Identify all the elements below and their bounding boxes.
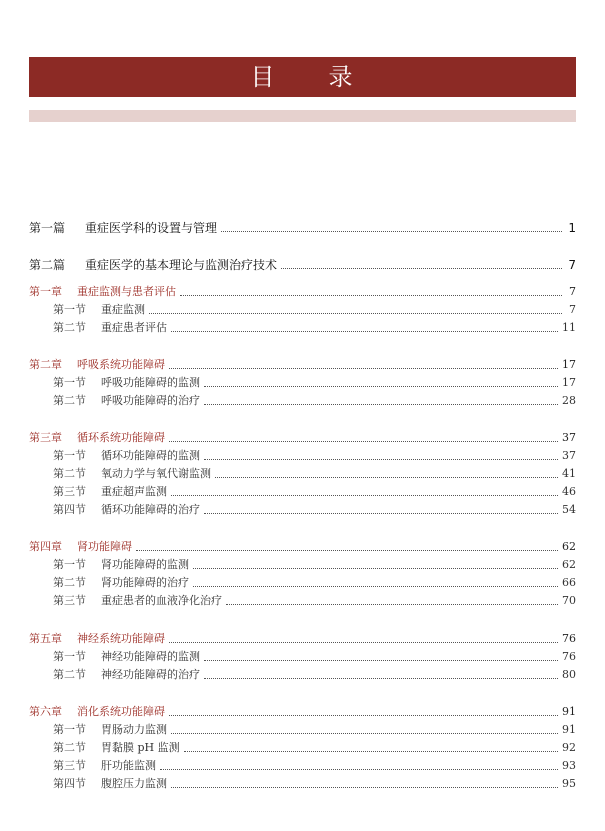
- toc-page-number: 62: [562, 540, 576, 553]
- dot-leader: [204, 386, 558, 387]
- toc-entry-number: 第五章: [29, 632, 62, 645]
- toc-chapter-entry[interactable]: [29, 357, 576, 373]
- toc-section-entry[interactable]: [29, 649, 576, 665]
- toc-entry-number: 第二节: [53, 668, 86, 681]
- dot-leader: [281, 268, 562, 269]
- dot-leader: [169, 441, 558, 442]
- toc-chapter-entry[interactable]: [29, 631, 576, 647]
- toc-page-number: 66: [562, 576, 576, 589]
- toc-entry-title: 循环功能障碍的监测: [101, 449, 200, 462]
- toc-entry-title: 重症监测: [101, 303, 145, 316]
- toc-entry-label: [53, 375, 200, 391]
- toc-page-number: 46: [562, 485, 576, 498]
- toc-page-number: 17: [562, 358, 576, 371]
- toc-section-entry[interactable]: [29, 320, 576, 336]
- toc-page-number: 41: [562, 467, 576, 480]
- toc-entry-title: 肾功能障碍的监测: [101, 558, 189, 571]
- toc-entry-number: 第二章: [29, 358, 62, 371]
- toc-entry-label: [29, 704, 165, 720]
- toc-entry-label: [29, 257, 277, 273]
- toc-entry-label: [29, 539, 132, 555]
- toc-page-number: 37: [562, 431, 576, 444]
- dot-leader: [169, 642, 558, 643]
- toc-page-number: 76: [562, 650, 576, 663]
- toc-entry-label: [53, 448, 200, 464]
- dot-leader: [204, 660, 558, 661]
- toc-entry-title: 胃黏膜 pH 监测: [101, 741, 180, 754]
- dot-leader: [136, 550, 558, 551]
- toc-entry-number: 第一节: [53, 449, 86, 462]
- toc-entry-title: 重症患者的血液净化治疗: [101, 594, 222, 607]
- toc-entry-title: 神经系统功能障碍: [77, 632, 165, 645]
- toc-section-entry[interactable]: [29, 557, 576, 573]
- toc-entry-number: 第三节: [53, 594, 86, 607]
- toc-page-number: 93: [562, 759, 576, 772]
- toc-entry-title: 重症超声监测: [101, 485, 167, 498]
- toc-section-entry[interactable]: [29, 375, 576, 391]
- dot-leader: [169, 368, 558, 369]
- toc-entry-title: 重症医学的基本理论与监测治疗技术: [85, 258, 278, 272]
- toc-entry-label: [53, 320, 167, 336]
- toc-entry-number: 第三节: [53, 759, 86, 772]
- toc-chapter-entry[interactable]: [29, 430, 576, 446]
- toc-entry-label: [29, 284, 176, 300]
- toc-section-entry[interactable]: [29, 502, 576, 518]
- toc-entry-number: 第二节: [53, 394, 86, 407]
- toc-entry-number: 第一节: [53, 303, 86, 316]
- toc-part-entry[interactable]: [29, 257, 576, 273]
- dot-leader: [226, 604, 558, 605]
- toc-entry-title: 肾功能障碍的治疗: [101, 576, 189, 589]
- toc-entry-label: [53, 740, 180, 756]
- toc-entry-number: 第四节: [53, 777, 86, 790]
- toc-entry-label: [53, 758, 156, 774]
- toc-section-entry[interactable]: [29, 302, 576, 318]
- toc-entry-label: [29, 631, 165, 647]
- dot-leader: [149, 313, 562, 314]
- dot-leader: [193, 568, 558, 569]
- toc-page-number: 54: [562, 503, 576, 516]
- toc-chapter-entry[interactable]: [29, 284, 576, 300]
- dot-leader: [204, 678, 558, 679]
- toc-entry-number: 第六章: [29, 705, 62, 718]
- dot-leader: [169, 715, 558, 716]
- toc-entry-title: 氧动力学与氧代谢监测: [101, 467, 211, 480]
- toc-section-entry[interactable]: [29, 484, 576, 500]
- toc-entry-label: [29, 357, 165, 373]
- toc-entry-number: 第一节: [53, 650, 86, 663]
- toc-entry-label: [29, 220, 217, 236]
- dot-leader: [171, 331, 558, 332]
- toc-section-entry[interactable]: [29, 722, 576, 738]
- toc-entry-number: 第一节: [53, 376, 86, 389]
- toc-page-number: 95: [562, 777, 576, 790]
- toc-entry-number: 第二节: [53, 576, 86, 589]
- toc-page-number: 17: [562, 376, 576, 389]
- toc-page-number: 37: [562, 449, 576, 462]
- toc-entry-title: 呼吸系统功能障碍: [77, 358, 165, 371]
- toc-entry-label: [53, 557, 189, 573]
- toc-entry-title: 重症医学科的设置与管理: [85, 221, 218, 235]
- toc-entry-number: 第一篇: [29, 221, 66, 235]
- toc-chapter-entry[interactable]: [29, 539, 576, 555]
- toc-entry-label: [53, 502, 200, 518]
- toc-title-bar: [29, 57, 576, 97]
- toc-entry-number: 第二节: [53, 467, 86, 480]
- toc-page-number: 92: [562, 741, 576, 754]
- toc-section-entry[interactable]: [29, 740, 576, 756]
- toc-page-number: 11: [562, 321, 576, 334]
- toc-entry-title: 重症监测与患者评估: [77, 285, 176, 298]
- toc-entry-number: 第二节: [53, 321, 86, 334]
- toc-section-entry[interactable]: [29, 758, 576, 774]
- dot-leader: [160, 769, 558, 770]
- dot-leader: [184, 751, 558, 752]
- toc-page-number: 91: [562, 723, 576, 736]
- toc-entry-title: 消化系统功能障碍: [77, 705, 165, 718]
- toc-entry-title: 胃肠动力监测: [101, 723, 167, 736]
- toc-page-number: 91: [562, 705, 576, 718]
- toc-entry-title: 肝功能监测: [101, 759, 156, 772]
- toc-entry-number: 第三章: [29, 431, 62, 444]
- dot-leader: [215, 477, 558, 478]
- toc-entry-title: 神经功能障碍的监测: [101, 650, 200, 663]
- toc-section-entry[interactable]: [29, 393, 576, 409]
- toc-page-number: 80: [562, 668, 576, 681]
- toc-page-number: 7: [569, 285, 576, 298]
- dot-leader: [193, 586, 558, 587]
- toc-page-number: 70: [562, 594, 576, 607]
- toc-entry-number: 第二篇: [29, 258, 66, 272]
- toc-entry-label: [53, 466, 211, 482]
- toc-entry-label: [53, 302, 145, 318]
- toc-page-number: 1: [568, 221, 576, 235]
- dot-leader: [171, 495, 558, 496]
- toc-page-number: 7: [568, 258, 576, 272]
- toc-entry-number: 第四节: [53, 503, 86, 516]
- toc-entry-title: 重症患者评估: [101, 321, 167, 334]
- toc-page-number: 7: [569, 303, 576, 316]
- dot-leader: [171, 733, 558, 734]
- dot-leader: [171, 787, 558, 788]
- toc-entry-label: [53, 667, 200, 683]
- toc-page-number: 62: [562, 558, 576, 571]
- toc-entry-label: [53, 776, 167, 792]
- toc-entry-label: [29, 430, 165, 446]
- toc-entry-label: [53, 484, 167, 500]
- dot-leader: [180, 295, 562, 296]
- toc-chapter-entry[interactable]: [29, 704, 576, 720]
- toc-entry-number: 第三节: [53, 485, 86, 498]
- toc-entry-title: 腹腔压力监测: [101, 777, 167, 790]
- toc-entry-title: 肾功能障碍: [77, 540, 132, 553]
- toc-entry-label: [53, 393, 200, 409]
- toc-entry-title: 循环系统功能障碍: [77, 431, 165, 444]
- toc-entry-label: [53, 575, 189, 591]
- toc-section-entry[interactable]: [29, 593, 576, 609]
- dot-leader: [221, 231, 562, 232]
- toc-part-entry[interactable]: [29, 220, 576, 236]
- toc-section-entry[interactable]: [29, 667, 576, 683]
- toc-section-entry[interactable]: [29, 575, 576, 591]
- toc-entry-number: 第一节: [53, 558, 86, 571]
- toc-entry-title: 呼吸功能障碍的监测: [101, 376, 200, 389]
- toc-entry-number: 第一节: [53, 723, 86, 736]
- toc-section-entry[interactable]: [29, 448, 576, 464]
- toc-section-entry[interactable]: [29, 776, 576, 792]
- toc-entry-number: 第二节: [53, 741, 86, 754]
- dot-leader: [204, 513, 558, 514]
- dot-leader: [204, 404, 558, 405]
- toc-entry-title: 循环功能障碍的治疗: [101, 503, 200, 516]
- toc-entry-title: 呼吸功能障碍的治疗: [101, 394, 200, 407]
- toc-entry-number: 第四章: [29, 540, 62, 553]
- toc-section-entry[interactable]: [29, 466, 576, 482]
- toc-entry-number: 第一章: [29, 285, 62, 298]
- toc-entry-label: [53, 649, 200, 665]
- toc-page-number: 28: [562, 394, 576, 407]
- toc-entry-title: 神经功能障碍的治疗: [101, 668, 200, 681]
- toc-title: 目 录: [250, 63, 355, 91]
- toc-entry-label: [53, 722, 167, 738]
- toc-entry-label: [53, 593, 222, 609]
- dot-leader: [204, 459, 558, 460]
- decorative-divider-bar: [29, 110, 576, 122]
- toc-page-number: 76: [562, 632, 576, 645]
